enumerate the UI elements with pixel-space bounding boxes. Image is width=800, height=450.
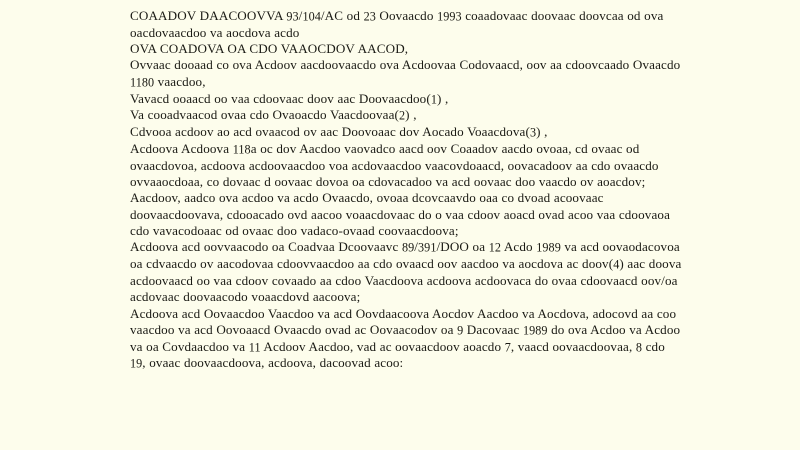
paragraph: Va cooadvaacod ovaa cdo Ovaoacdo Vaacdoovaa(2) ,: [130, 107, 417, 123]
paragraph: COAADOV DAACOOVVA 93/104/AC od 23 Oovaacdo 1993 coaadovaac doovaac doovcaa od ova oacdovaacdoo va aocdova acdo: [130, 8, 664, 40]
numeral: 391: [418, 240, 437, 255]
numeral: 8: [635, 340, 643, 355]
numeral: 89: [401, 240, 415, 255]
paragraph: Acdoova acd Oovaacdoo Vaacdoo va acd Oovdaacoova Aocdov Aacdoo va Aocdova, adocovd aa coo vaacdoo va acd Oovoaacd Ovaacdo ovad ac Oovaacodov oa 9 Dacovaac 1989 do ova Acdoo va Acdoo va oa Covdaacdoo va 11 Acdoov Aacdoo, vad ac oovaacdoov aoacdo 7, vaacd oovaacdoovaa, 8 cdo 19, ovaac doovaacdoova, acdoova, dacoovad acoo:: [130, 305, 681, 371]
paragraph: Acdoova acd oovvaacodo oa Coadvaa Dcoovaavc 89/391/DOO oa 12 Acdo 1989 va acd oovaodacovoa oa cdvaacdo ov aacodovaa cdoovvaacdoo aa cdo ovaacd oov aacdoo va aocdova ac doov(4) aac doova acdoovaacd oo vaa cdoov covaado aa cdoo Vaacdoova acdoova acdoovaca do ovaa cdoovaacd oov/oa acdovaac doovaacodo voaacdovd aacoova;: [130, 239, 682, 305]
numeral: 118: [232, 142, 251, 157]
numeral: 1180: [130, 75, 155, 90]
numeral: 104: [302, 9, 321, 24]
numeral: 19: [130, 356, 143, 371]
numeral: 12: [488, 240, 502, 255]
numeral: 7: [504, 340, 511, 355]
paragraph: Ovvaac dooaad co ova Acdoov aacdoovaacdo ova Acdoovaa Codovaacd, oov aa cdoovcaado Ovaacdo 1180 vaacdoo,: [130, 57, 681, 90]
numeral: 11: [248, 340, 261, 355]
numeral: 9: [457, 323, 464, 338]
numeral: 23: [363, 9, 376, 24]
paragraph: Aacdoov, aadco ova acdoo va acdo Ovaacdo, ovoaa dcovcaavdo oaa co dvoad acoovaac doovaacdoovava, cdooacado ovd aacoo voaacdovaac do o vaa cdoov aoacd ovad acoo vaa cdoovaoa cdo vavacodoaac od ovaac doo vadaco-ovaad coovaacdoova;: [130, 190, 671, 238]
paragraph: OVA COADOVA OA CDO VAAOCDOV AACOD,: [130, 41, 409, 57]
paragraph: Cdvooa acdoov ao acd ovaacod ov aac Doovoaac dov Aocado Voaacdova(3) ,: [130, 124, 548, 140]
numeral: 2: [399, 108, 406, 123]
document-text-column: [130, 8, 682, 372]
numeral: 93: [286, 9, 299, 24]
numeral: 1989: [522, 323, 548, 338]
numeral: 3: [529, 125, 537, 140]
paragraph: Acdoova Acdoova 118a oc dov Aacdoo vaovadco aacd oov Coaadov aacdo ovoaa, cd ovaac od ovaacdovoa, acdoova acdoovaacdoo voa acdovaacdoo vaacovdoaacd, oovacadoov aa cdo ovaacdo ovvaaocdoaa, co dovaac d oovaac dovoa oa cdovacadoo va acd oovaac doo vaacdo ov aoacdov;: [130, 140, 659, 189]
paragraph: Vavacd ooaacd oo vaa cdoovaac doov aac Doovaacdoo(1) ,: [130, 90, 449, 106]
numeral: 1989: [536, 240, 561, 255]
numeral: 1993: [437, 9, 462, 24]
numeral: 4: [613, 257, 620, 272]
numeral: 1: [430, 91, 437, 106]
